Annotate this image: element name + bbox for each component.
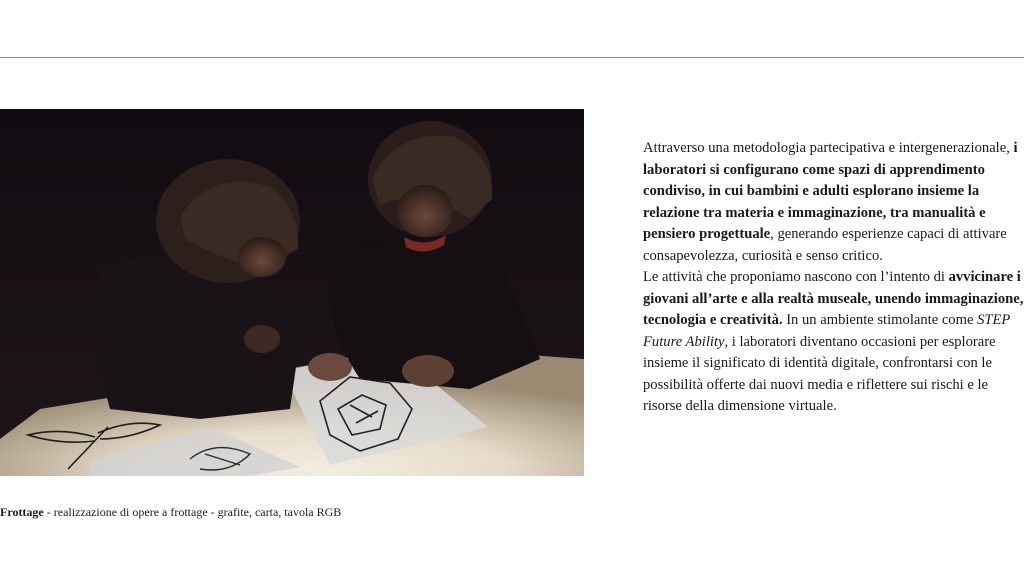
workshop-photo — [0, 109, 584, 476]
paragraph-2: Le attività che proponiamo nascono con l’intento di avvicinare i giovani all’arte e alla realtà museale, unendo immaginazione, tecnologia e creatività. In un ambiente stimolante come STEP Future Ability, i laboratori diventano occasioni per esplorare insieme il significato di identità digitale, confrontarsi con le possibilità offerte dai nuovi media e riflettere sui rischi e le risorse della dimensione virtuale. — [643, 269, 1024, 414]
paragraph-1: Attraverso una metodologia partecipativa e intergenerazionale, i laboratori si configurano come spazi di apprendimento condiviso, in cui bambini e adulti esplorano insieme la relazione tra materia e immaginazione, tra manualità e pensiero progettuale, generando esperienze capaci di attivare consapevolezza, curiosità e senso critico. — [643, 140, 1018, 264]
caption-details: - realizzazione di opere a frottage - grafite, carta, tavola RGB — [43, 505, 342, 519]
caption-title: Frottage — [0, 505, 44, 519]
top-divider — [0, 57, 1024, 58]
photo-caption — [0, 504, 600, 520]
description-text — [643, 138, 1024, 418]
